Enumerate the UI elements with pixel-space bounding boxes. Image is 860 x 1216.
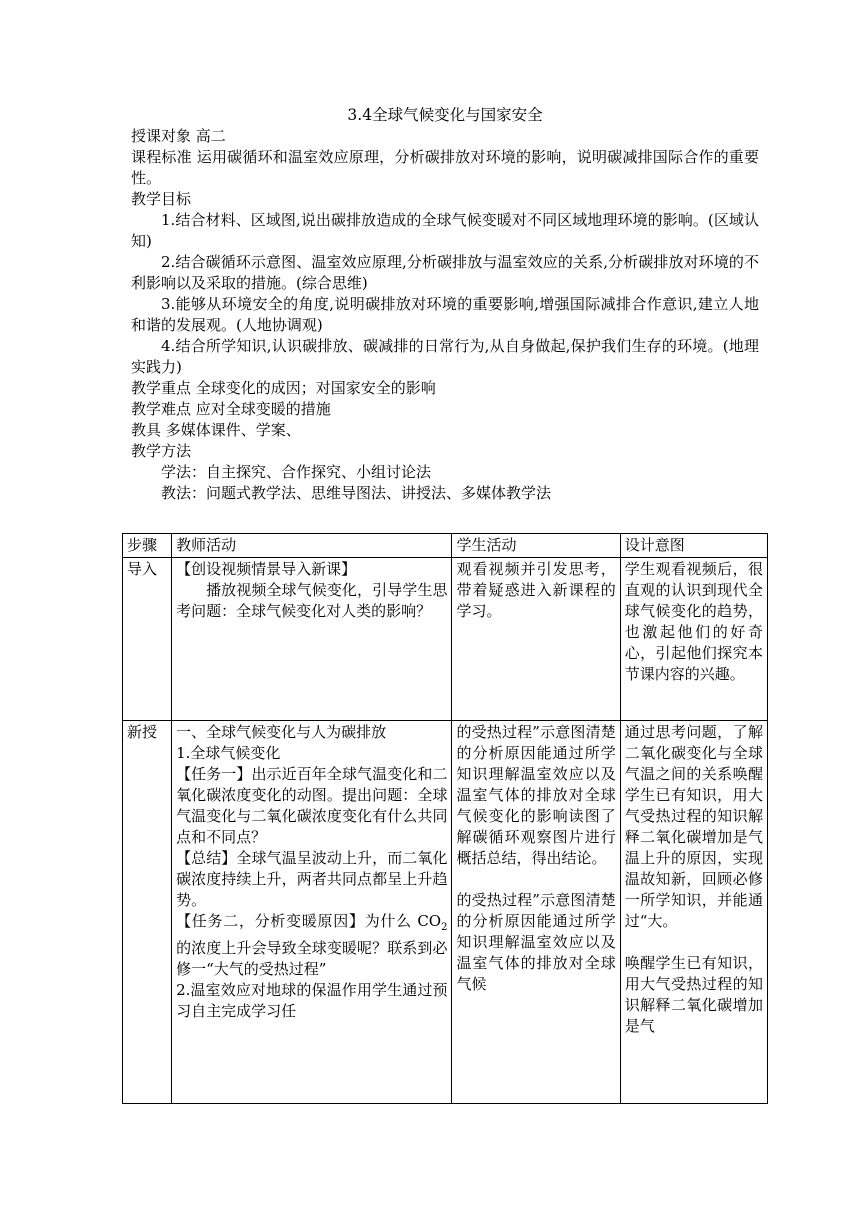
teacher-new-sub2: 2.温室效应对地球的保温作用学生通过预习自主完成学习任: [176, 981, 448, 1020]
header-teacher: 教师活动: [172, 534, 452, 558]
step-intro: 导入: [123, 558, 172, 721]
teacher-new-task2: [176, 911, 447, 980]
design-new-1: 通过思考问题，了解二氧化碳变化与全球气温之间的关系唤醒学生已有知识，用大气受热过程的知识解释二氧化碳增加是气温上升的原因，实现温故知新，回顾必修一所学知识，并能通过“大。: [624, 723, 763, 930]
design-intro: 学生观看视频后，很直观的认识到现代全球气候变化的趋势，也激起他们的好奇心，引起他们探究本节课内容的兴趣。: [620, 558, 767, 721]
teacher-new-task1: 【任务一】出示近百年全球气温变化和二氧化碳浓度变化的动图。提出问题：全球气温变化与二氧化碳浓度变化有什么共同点和不同点？: [176, 765, 448, 846]
goal-1: 1.结合材料、区域图,说出碳排放造成的全球气候变暖对不同区域地理环境的影响。(区域认知): [131, 211, 759, 250]
student-new: [452, 721, 620, 1104]
teacher-new-summary: 【总结】全球气温呈波动上升，而二氧化碳浓度持续上升，两者共同点都呈上升趋势。: [176, 849, 448, 909]
table-row-new: [123, 721, 768, 1104]
difficulty: 教学难点 应对全球变暖的措施: [131, 400, 331, 418]
page-title: 3.4全球气候变化与国家安全: [347, 106, 543, 124]
teach-method: 教法：问题式教学法、思维导图法、讲授法、多媒体教学法: [161, 484, 552, 502]
teacher-new-heading: 一、全球气候变化与人为碳排放: [176, 723, 387, 741]
student-intro: 观看视频并引发思考，带着疑惑进入新课程的学习。: [452, 558, 620, 721]
design-new: [620, 721, 767, 1104]
student-new-2: 的受热过程”示意图清楚的分析原因能通过所学知识理解温室效应以及温室气体的排放对全球气候: [456, 891, 616, 993]
table-header-row: [123, 534, 768, 558]
step-new: 新授: [123, 721, 172, 1104]
key-points: 教学重点 全球变化的成因；对国家安全的影响: [131, 379, 436, 397]
design-new-2: 唤醒学生已有知识，用大气受热过程的知识解释二氧化碳增加是气: [624, 954, 763, 1035]
task2-head: 【任务二，分析变暖原因】为什么 CO: [176, 912, 442, 930]
header-design: 设计意图: [620, 534, 767, 558]
goal-3: 3.能够从环境安全的角度,说明碳排放对环境的重要影响,增强国际减排合作意识,建立人地和谐的发展观。(人地协调观): [131, 295, 759, 334]
audience: 授课对象 高二: [131, 127, 226, 145]
teacher-intro: [172, 558, 452, 721]
tools: 教具 多媒体课件、学案、: [131, 421, 301, 439]
co2-subscript: 2: [441, 922, 448, 933]
teacher-intro-body: 播放视频全球气候变化，引导学生思考问题：全球气候变化对人类的影响？: [176, 581, 448, 620]
study-method: 学法：自主探究、合作探究、小组讨论法: [161, 463, 432, 481]
lesson-meta: [131, 126, 759, 504]
goal-4: 4.结合所学知识,认识碳排放、碳减排的日常行为,从自身做起,保护我们生存的环境。(地理实践力): [131, 337, 759, 376]
task2-tail: 的浓度上升会导致全球变暖呢？联系到必修一“大气的受热过程”: [176, 939, 448, 978]
course-standard: 课程标准 运用碳循环和温室效应原理，分析碳排放对环境的影响，说明碳减排国际合作的重要性。: [131, 148, 759, 187]
table-row-intro: [123, 558, 768, 721]
methods-heading: 教学方法: [131, 442, 192, 460]
teacher-new-sub1: 1.全球气候变化: [176, 744, 281, 762]
goal-2: 2.结合碳循环示意图、温室效应原理,分析碳排放与温室效应的关系,分析碳排放对环境的不利影响以及采取的措施。(综合思维): [131, 253, 759, 292]
student-new-1: 的受热过程”示意图清楚的分析原因能通过所学知识理解温室效应以及温室气体的排放对全球气候变化的影响读图了解碳循环观察图片进行概括总结，得出结论。: [456, 723, 616, 867]
teacher-new: [172, 721, 452, 1104]
header-student: 学生活动: [452, 534, 620, 558]
goals-heading: 教学目标: [131, 190, 192, 208]
teacher-intro-title: 【创设视频情景导入新课】: [176, 560, 357, 578]
header-step: 步骤: [123, 534, 172, 558]
lesson-table: [122, 533, 768, 1104]
